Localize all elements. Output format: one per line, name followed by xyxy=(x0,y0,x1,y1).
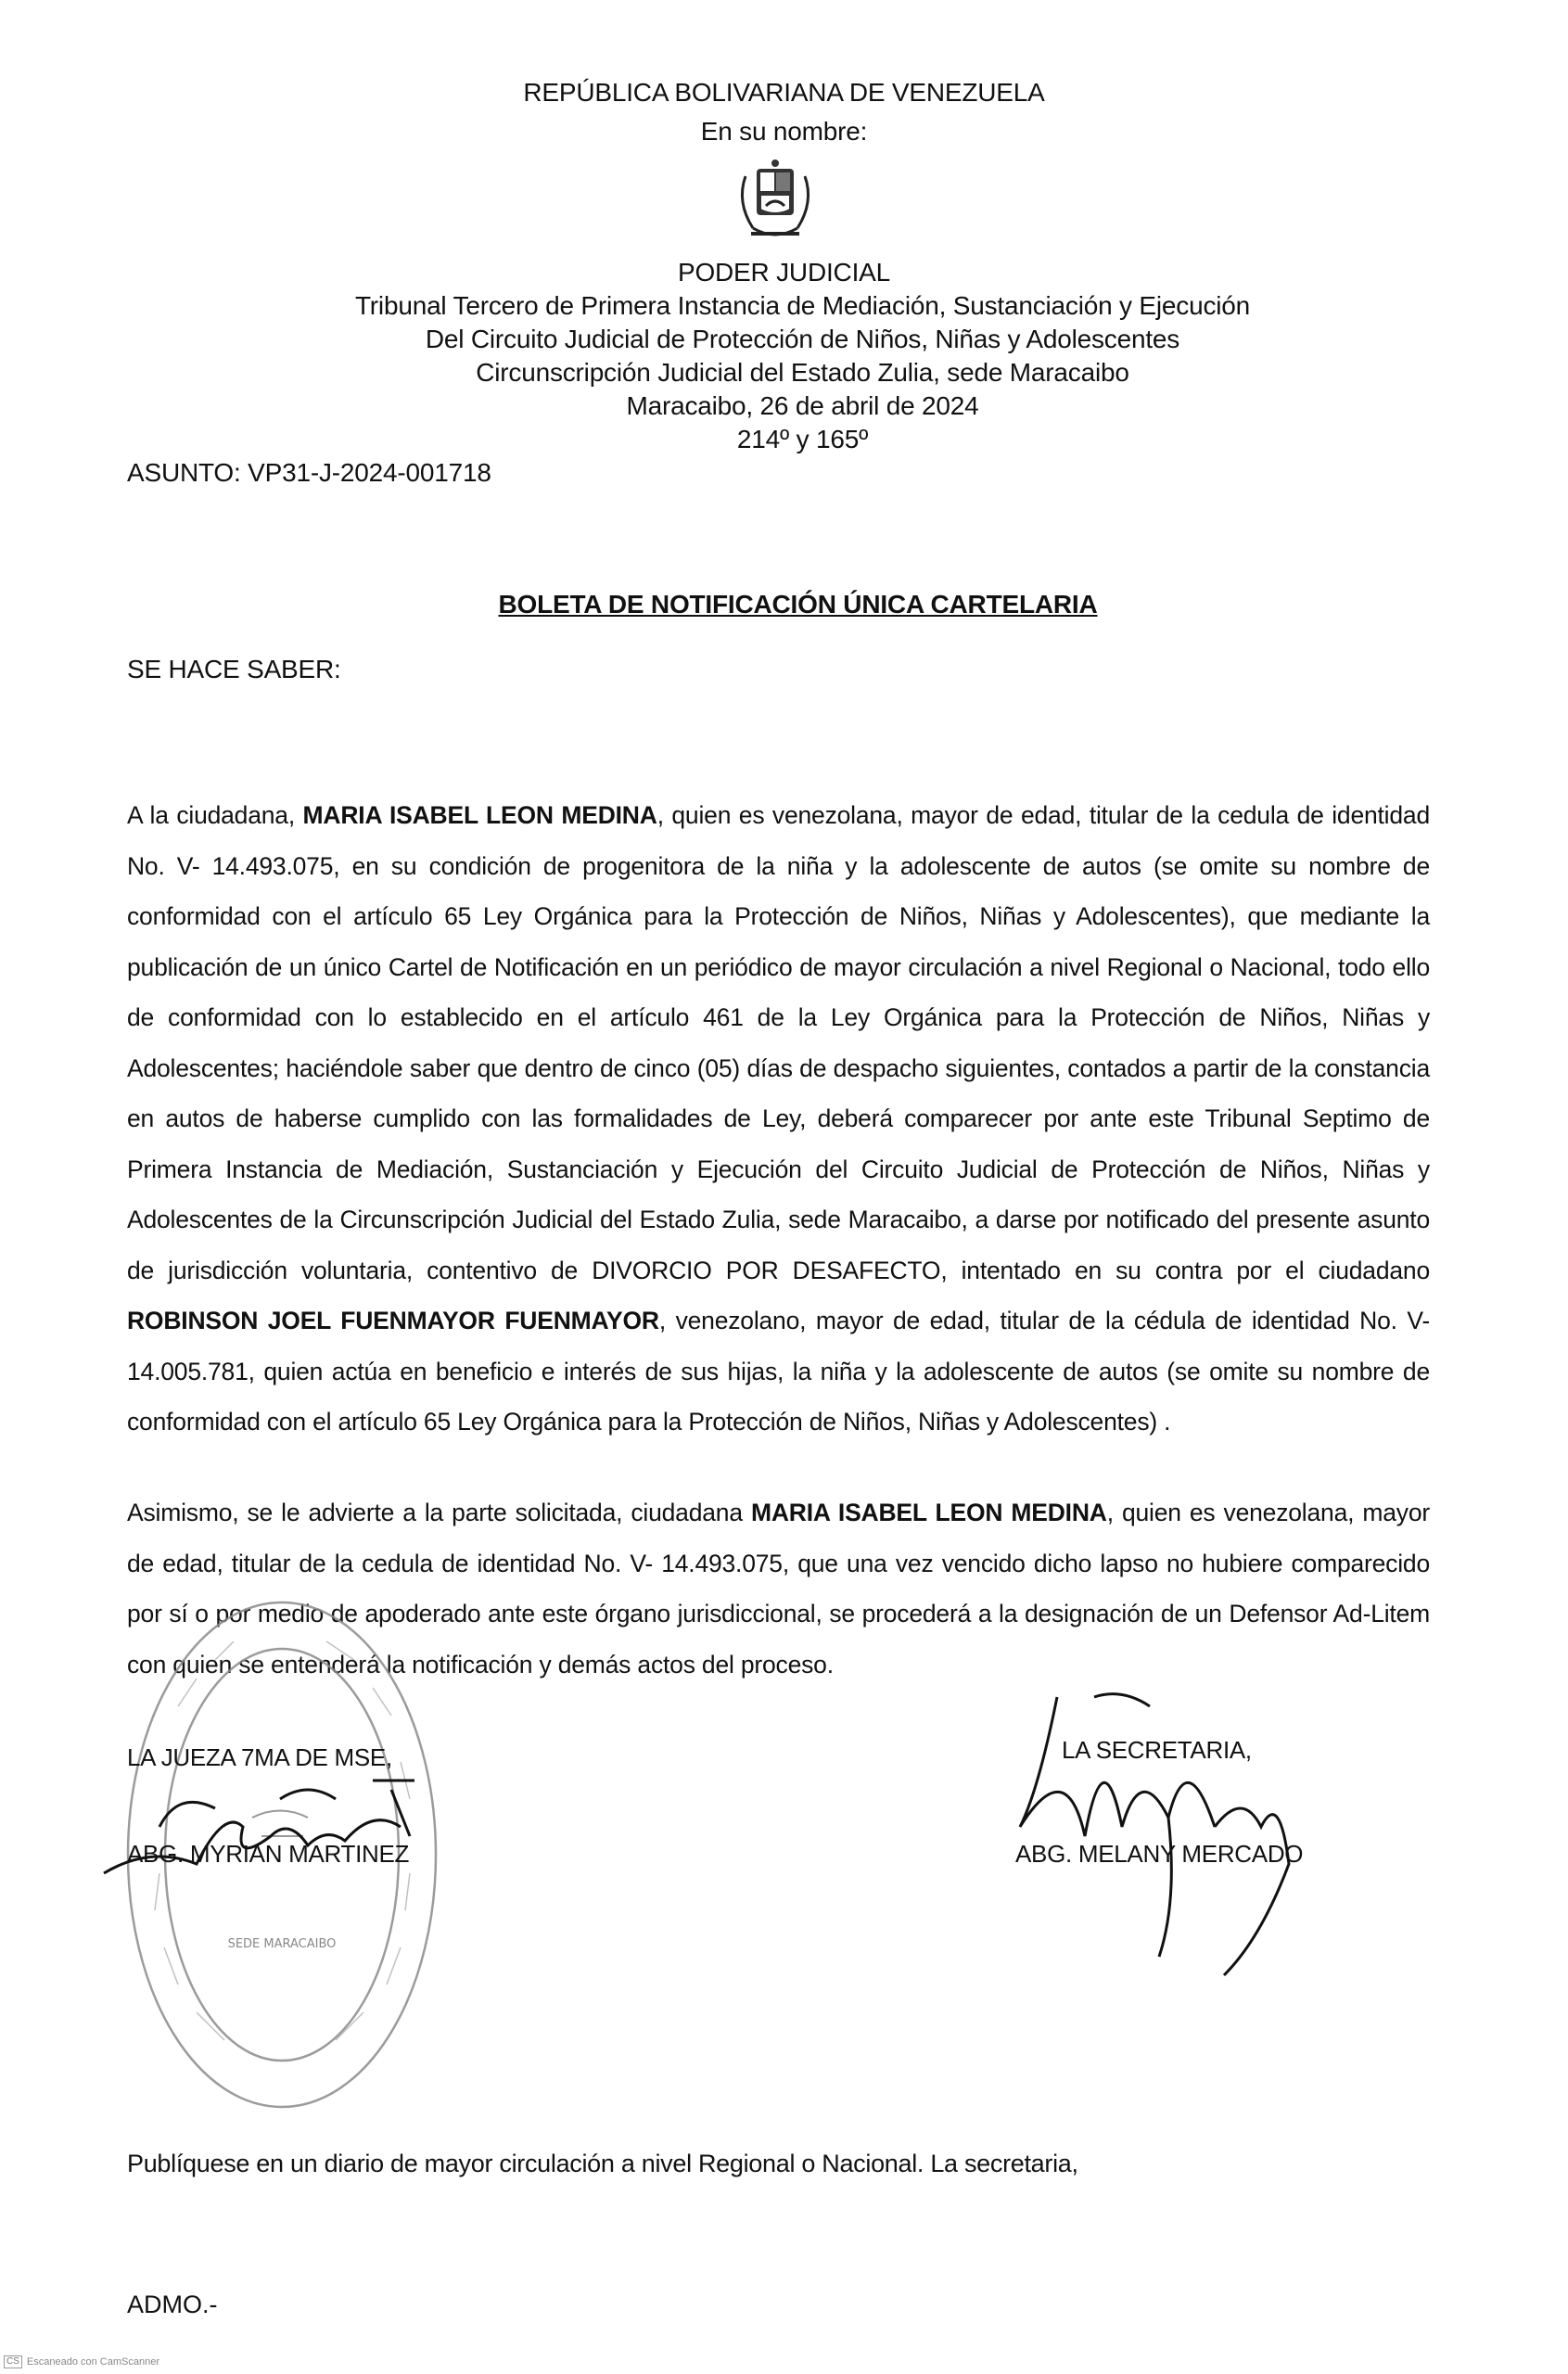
header-court-line2: Del Circuito Judicial de Protección de Niños, Niñas y Adolescentes xyxy=(425,325,1180,353)
publish-note: Publíquese en un diario de mayor circulación a nivel Regional o Nacional. La secretaria, xyxy=(127,2150,1078,2177)
header-court-line3: Circunscripción Judicial del Estado Zulia, sede Maracaibo xyxy=(476,358,1129,387)
judge-role: LA JUEZA 7MA DE MSE, xyxy=(127,1743,392,1771)
judge-name: ABG. MYRIAN MARTINEZ xyxy=(127,1840,410,1868)
header-country: REPÚBLICA BOLIVARIANA DE VENEZUELA xyxy=(523,78,1045,107)
secretary-role: LA SECRETARIA, xyxy=(1062,1736,1252,1764)
case-number: ASUNTO: VP31-J-2024-001718 xyxy=(127,458,491,487)
header-branch: PODER JUDICIAL xyxy=(677,258,891,287)
secretary-name: ABG. MELANY MERCADO xyxy=(1015,1840,1304,1868)
header-in-name: En su nombre: xyxy=(700,117,868,146)
seal-sede-text: SEDE MARACAIBO xyxy=(227,1937,337,1951)
header-date: Maracaibo, 26 de abril de 2024 xyxy=(626,391,979,420)
document-title: BOLETA DE NOTIFICACIÓN ÚNICA CARTELARIA xyxy=(498,590,1098,619)
judge-signature-icon xyxy=(95,1771,428,1892)
se-hace-saber: SE HACE SABER: xyxy=(127,655,341,683)
recipient-name-2: MARIA ISABEL LEON MEDINA xyxy=(750,1499,1107,1526)
camscanner-icon: CS xyxy=(4,2355,22,2368)
notification-paragraph-2: Asimismo, se le advierte a la parte solicitada, ciudadana MARIA ISABEL LEON MEDINA, quien es venezolana, mayor de edad, titular de la cedula de identidad No. V- 14.493.075, que una vez vencido dicho lapso no hubiere comparecido por sí o por medio de apoderado ante este órgano jurisdiccional, se procederá a la designación de un Defensor Ad-Litem con quien se entenderá la notificación y demás actos del proceso. xyxy=(127,1499,1430,1678)
header-court-line1: Tribunal Tercero de Primera Instancia de Mediación, Sustanciación y Ejecución xyxy=(354,291,1251,320)
notification-paragraph-1: A la ciudadana, MARIA ISABEL LEON MEDINA, quien es venezolana, mayor de edad, titular de la cedula de identidad No. V- 14.493.075, en su condición de progenitora de la niña y la adolescente de autos (se omite su nombre de conformidad con el artículo 65 Ley Orgánica para la Protección de Niños, Niñas y Adolescentes), que mediante la publicación de un único Cartel de Notificación en un periódico de mayor circulación a nivel Regional o Nacional, todo ello de conformidad con lo establecido en el artículo 461 de la Ley Orgánica para la Protección de Niños, Niñas y Adolescentes; haciéndole saber que dentro de cinco (05) días de despacho siguientes, contados a partir de la constancia en autos de haberse cumplido con las formalidades de Ley, deberá comparecer por ante este Tribunal Septimo de Primera Instancia de Mediación, Sustanciación y Ejecución del Circuito Judicial de Protección de Niños, Niñas y Adolescentes de la Circunscripción Judicial del Estado Zulia, sede Maracaibo, a darse por notificado del presente asunto de jurisdicción voluntaria, contentivo de DIVORCIO POR DESAFECTO, intentado en su contra por el ciudadano ROBINSON JOEL FUENMAYOR FUENMAYOR, venezolano, mayor de edad, titular de la cédula de identidad No. V- 14.005.781, quien actúa en beneficio e interés de sus hijas, la niña y la adolescente de autos (se omite su nombre de conformidad con el artículo 65 Ley Orgánica para la Protección de Niños, Niñas y Adolescentes) . xyxy=(127,801,1430,1436)
secretary-signature-icon xyxy=(983,1678,1335,1994)
scanner-watermark xyxy=(4,2355,159,2368)
scanner-text: Escaneado con CamScanner xyxy=(26,2356,159,2368)
applicant-name: ROBINSON JOEL FUENMAYOR FUENMAYOR xyxy=(127,1307,659,1334)
admo-label: ADMO.- xyxy=(127,2291,218,2318)
header-years: 214º y 165º xyxy=(736,425,869,453)
recipient-name: MARIA ISABEL LEON MEDINA xyxy=(302,801,657,829)
coat-of-arms-icon xyxy=(729,156,822,245)
